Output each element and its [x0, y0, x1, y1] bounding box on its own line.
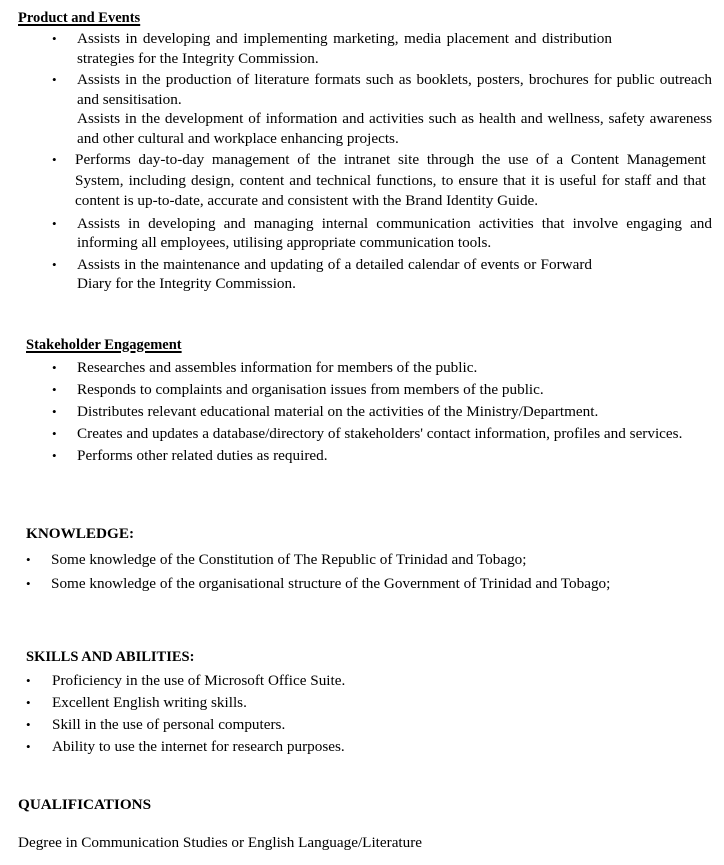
stakeholder-heading: Stakeholder Engagement — [26, 337, 182, 353]
bullet-icon: • — [52, 31, 57, 46]
bullet-icon: • — [52, 426, 57, 441]
list-item: • Assists in the production of literature formats such as booklets, posters, brochures for public outreach and sensitisation. Assists in the development of information and activities such as health and wellness, safety awareness and other cultural and workplace enhancing projects. — [52, 71, 712, 147]
bullet-icon: • — [26, 575, 31, 591]
bullet-icon: • — [26, 673, 31, 688]
list-item: • Ability to use the internet for research purposes. — [26, 738, 345, 755]
list-item: • Performs day-to-day management of the intranet site through the use of a Content Management System, including design, content and technical functions, to ensure that it is useful for staff and that content is up-to-date, accurate and consistent with the Brand Identity Guide. — [52, 151, 706, 209]
bullet-icon: • — [52, 152, 57, 167]
list-item: • Creates and updates a database/directory of stakeholders' contact information, profiles and services. — [52, 425, 683, 442]
list-item: • Performs other related duties as required. — [52, 447, 328, 464]
stakeholder-list — [50, 358, 712, 466]
bullet-icon: • — [52, 382, 57, 397]
bullet-icon: • — [52, 72, 57, 87]
list-item: • Some knowledge of the organisational structure of the Government of Trinidad and Tobago; — [26, 574, 611, 592]
bullet-icon: • — [52, 448, 57, 463]
bullet-icon: • — [26, 695, 31, 710]
qualifications-text: Degree in Communication Studies or English Language/Literature — [18, 834, 423, 851]
list-item: • Skill in the use of personal computers. — [26, 716, 286, 733]
list-item: • Researches and assembles information for members of the public. — [52, 359, 478, 376]
list-item: • Assists in the maintenance and updating of a detailed calendar of events or Forward Diary for the Integrity Commission. — [52, 255, 592, 292]
skills-heading: SKILLS AND ABILITIES: — [26, 649, 195, 665]
list-item: • Distributes relevant educational material on the activities of the Ministry/Department. — [52, 403, 599, 420]
knowledge-list — [24, 550, 673, 593]
bullet-icon: • — [52, 360, 57, 375]
knowledge-heading: KNOWLEDGE: — [26, 525, 135, 542]
bullet-icon: • — [26, 717, 31, 732]
list-item: • Assists in developing and implementing marketing, media placement and distribution strategies for the Integrity Commission. — [52, 30, 612, 67]
list-item: • Some knowledge of the Constitution of The Republic of Trinidad and Tobago; — [26, 551, 527, 568]
qualifications-heading: QUALIFICATIONS — [18, 796, 152, 813]
skills-list — [24, 671, 684, 757]
bullet-icon: • — [26, 739, 31, 754]
product-events-list — [50, 29, 712, 294]
product-events-heading: Product and Events — [18, 10, 141, 26]
bullet-icon: • — [52, 404, 57, 419]
list-item: • Responds to complaints and organisation issues from members of the public. — [52, 381, 544, 398]
bullet-icon: • — [26, 552, 31, 567]
list-item: • Proficiency in the use of Microsoft Office Suite. — [26, 672, 346, 689]
bullet-icon: • — [52, 256, 57, 272]
list-item: • Assists in developing and managing internal communication activities that involve engaging and informing all employees, utilising appropriate communication tools. — [52, 214, 712, 251]
bullet-icon: • — [52, 215, 57, 231]
list-item: • Excellent English writing skills. — [26, 694, 247, 711]
